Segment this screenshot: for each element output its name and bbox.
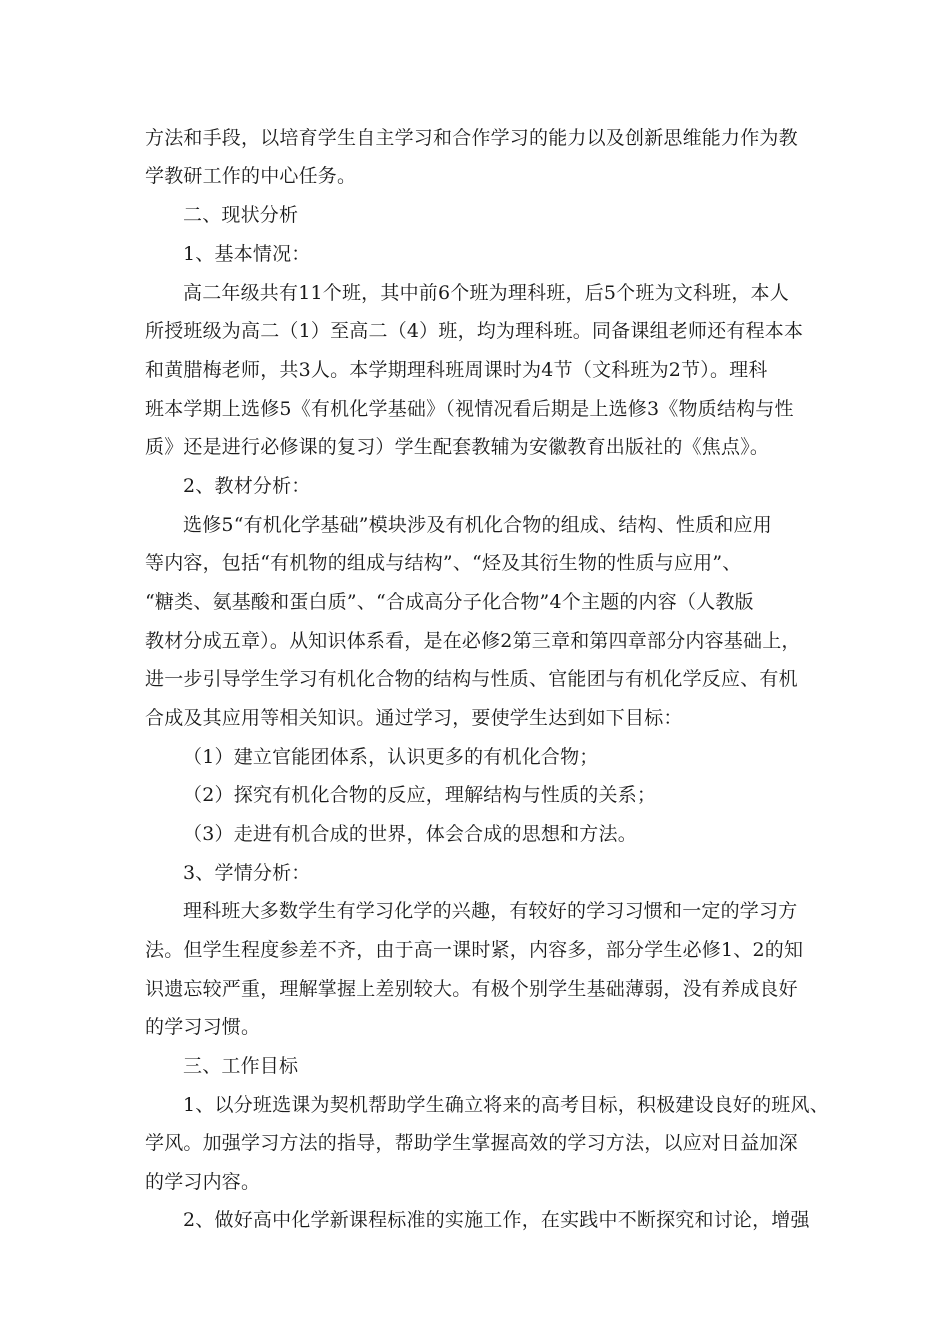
text-line: 法。但学生程度参差不齐，由于高一课时紧，内容多，部分学生必修1、2的知	[145, 939, 804, 961]
text-line: 高二年级共有11个班，其中前6个班为理科班，后5个班为文科班，本人	[183, 282, 789, 304]
list-item: （1）建立官能团体系，认识更多的有机化合物；	[183, 746, 599, 768]
text-line: 2、做好高中化学新课程标准的实施工作，在实践中不断探究和讨论，增强	[183, 1209, 810, 1231]
subsection-heading: 1、基本情况：	[183, 243, 311, 265]
text-line: 等内容，包括“有机物的组成与结构”、“烃及其衍生物的性质与应用”、	[145, 552, 742, 574]
text-line: 的学习内容。	[145, 1171, 261, 1193]
text-line: 质》还是进行必修课的复习）学生配套教辅为安徽教育出版社的《焦点》。	[145, 436, 770, 458]
text-line: 进一步引导学生学习有机化合物的结构与性质、官能团与有机化学反应、有机	[145, 668, 798, 690]
text-line: 选修5“有机化学基础”模块涉及有机化合物的组成、结构、性质和应用	[183, 514, 772, 536]
text-line: 学教研工作的中心任务。	[145, 165, 357, 187]
text-line: 所授班级为高二（1）至高二（4）班，均为理科班。同备课组老师还有程本本	[145, 320, 804, 342]
text-line: 教材分成五章）。从知识体系看，是在必修2第三章和第四章部分内容基础上，	[145, 630, 801, 652]
list-item: （2）探究有机化合物的反应，理解结构与性质的关系；	[183, 784, 657, 806]
text-line: 合成及其应用等相关知识。通过学习，要使学生达到如下目标：	[145, 707, 683, 729]
text-line: 和黄腊梅老师，共3人。本学期理科班周课时为4节（文科班为2节）。理科	[145, 359, 768, 381]
text-line: 的学习习惯。	[145, 1016, 261, 1038]
list-item: （3）走进有机合成的世界，体会合成的思想和方法。	[183, 823, 637, 845]
text-line: 学风。加强学习方法的指导，帮助学生掌握高效的学习方法，以应对日益加深	[145, 1132, 798, 1154]
subsection-heading: 3、学情分析：	[183, 862, 311, 884]
text-line: 理科班大多数学生有学习化学的兴趣，有较好的学习习惯和一定的学习方	[183, 900, 798, 922]
text-line: “糖类、氨基酸和蛋白质”、“合成高分子化合物”4个主题的内容（人教版	[145, 591, 754, 613]
text-line: 识遗忘较严重，理解掌握上差别较大。有极个别学生基础薄弱，没有养成良好	[145, 978, 798, 1000]
section-heading: 二、现状分析	[183, 204, 299, 226]
subsection-heading: 2、教材分析：	[183, 475, 311, 497]
text-line: 方法和手段，以培育学生自主学习和合作学习的能力以及创新思维能力作为教	[145, 127, 798, 149]
section-heading: 三、工作目标	[183, 1055, 299, 1077]
text-line: 1、以分班选课为契机帮助学生确立将来的高考目标，积极建设良好的班风、	[183, 1094, 829, 1116]
text-line: 班本学期上选修5《有机化学基础》（视情况看后期是上选修3《物质结构与性	[145, 398, 794, 420]
